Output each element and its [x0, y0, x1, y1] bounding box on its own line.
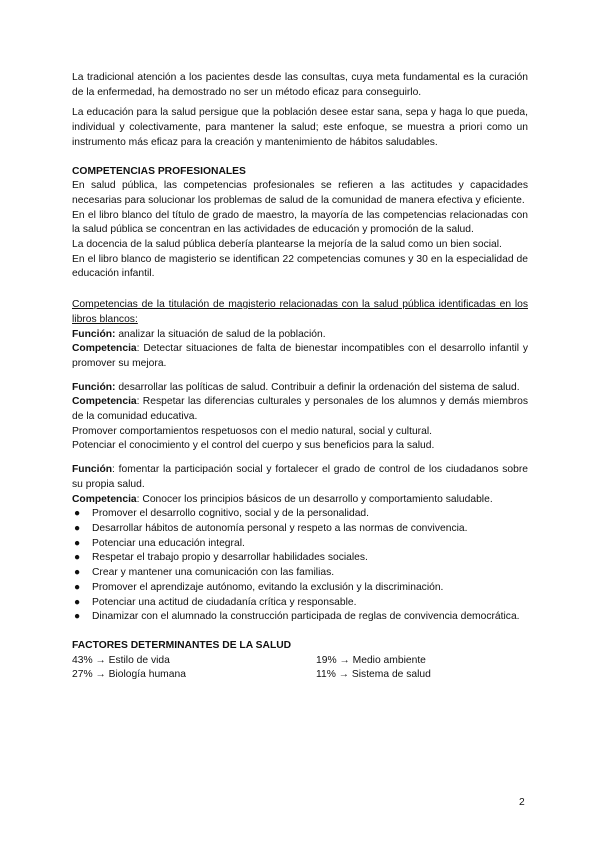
list-item	[72, 537, 528, 552]
factor-percent: 19%	[316, 654, 337, 666]
competencia-2-line-3: Potenciar el conocimiento y el control del cuerpo y sus beneficios para la salud.	[72, 440, 435, 452]
list-item-text: Potenciar una educación integral.	[92, 537, 245, 549]
factor-item	[316, 654, 528, 669]
funcion-text: : fomentar la participación social y fortalecer el grado de control de los ciudadanos sobre su propia salud.	[72, 464, 528, 490]
competencia-bullet-list	[72, 507, 528, 625]
bullet-icon: ●	[74, 537, 81, 549]
list-item	[72, 507, 528, 522]
bullet-icon: ●	[74, 596, 81, 608]
list-item-text: Dinamizar con el alumnado la construcción participada de reglas de convivencia democrática.	[92, 611, 520, 623]
factor-percent: 11%	[316, 669, 336, 681]
list-item	[72, 551, 528, 566]
competencia-2-line-2: Promover comportamientos respetuosos con el medio natural, social y cultural.	[72, 425, 432, 437]
competencia-text: : Respetar las diferencias culturales y personales de los alumnos y demás miembros de la comunidad educativa.	[72, 396, 528, 423]
funcion-1	[72, 328, 528, 343]
arrow-right-icon: →	[92, 669, 109, 681]
list-item	[72, 581, 528, 596]
bullet-icon: ●	[74, 522, 81, 534]
bullet-icon: ●	[74, 611, 81, 623]
factor-percent: 27%	[72, 669, 93, 681]
section-heading-factores: FACTORES DETERMINANTES DE LA SALUD	[72, 639, 292, 651]
factor-label: Sistema de salud	[351, 669, 431, 681]
bullet-icon: ●	[74, 567, 81, 579]
competencia-label: Competencia	[72, 343, 137, 355]
list-item-text: Respetar el trabajo propio y desarrollar habilidades sociales.	[92, 552, 368, 564]
competencias-paragraph-3: La docencia de la salud pública debería plantearse la mejoría de la salud como un bien social.	[72, 239, 502, 251]
factor-label: Medio ambiente	[352, 654, 426, 666]
competencia-2	[72, 395, 528, 424]
competencia-text: : Detectar situaciones de falta de bienestar incompatibles con el desarrollo infantil y promover su mejora.	[72, 343, 528, 369]
list-item-text: Desarrollar hábitos de autonomía personal y respeto a las normas de convivencia.	[92, 522, 468, 534]
intro-paragraph-1: La tradicional atención a los pacientes desde las consultas, cuya meta fundamental es la curación de la enfermedad, ha demostrado no ser un método eficaz para conseguirlo.	[72, 72, 528, 98]
competencias-paragraph-4: En el libro blanco de magisterio se identifican 22 competencias comunes y 30 en la especialidad de educación infantil.	[72, 253, 528, 280]
factor-item	[72, 668, 316, 683]
list-item	[72, 610, 528, 625]
bullet-icon: ●	[74, 552, 81, 564]
competencia-1	[72, 342, 528, 371]
list-item-text: Promover el desarrollo cognitivo, social y de la personalidad.	[92, 508, 370, 520]
funcion-label: Función:	[72, 381, 116, 393]
factor-label: Estilo de vida	[108, 654, 170, 666]
list-item-text: Crear y mantener una comunicación con las familias.	[92, 567, 335, 579]
competencia-text: : Conocer los principios básicos de un desarrollo y comportamiento saludable.	[136, 493, 493, 505]
bullet-icon: ●	[74, 508, 81, 520]
competencias-paragraph-1: En salud pública, las competencias profesionales se refieren a las actitudes y capacidades necesarias para solucionar los problemas de salud de la comunidad de manera efectiva y eficiente.	[72, 180, 528, 206]
funcion-2	[72, 381, 528, 396]
list-item	[72, 522, 528, 537]
factores-list	[72, 654, 528, 683]
funcion-label: Función:	[72, 328, 116, 340]
factor-item	[72, 654, 316, 669]
list-item-text: Promover el aprendizaje autónomo, evitando la exclusión y la discriminación.	[92, 581, 444, 593]
list-item-text: Potenciar una actitud de ciudadanía crítica y responsable.	[92, 596, 357, 608]
page-number: 2	[519, 797, 525, 808]
funcion-3	[72, 463, 528, 492]
arrow-right-icon: →	[336, 654, 353, 666]
list-item	[72, 596, 528, 611]
competencia-3	[72, 493, 528, 508]
list-item	[72, 566, 528, 581]
funcion-text: analizar la situación de salud de la población.	[115, 328, 326, 340]
bullet-icon: ●	[74, 581, 81, 593]
titulacion-subtitle: Competencias de la titulación de magisterio relacionadas con la salud pública identificadas en los libros blancos:	[72, 299, 528, 325]
arrow-right-icon: →	[92, 654, 109, 666]
factor-percent: 43%	[72, 654, 93, 666]
funcion-label: Función	[72, 464, 113, 476]
document-page	[72, 71, 528, 683]
competencia-label: Competencia	[72, 396, 137, 408]
intro-paragraph-2: La educación para la salud persigue que la población desee estar sana, sepa y haga lo que pueda, individual y colectivamente, para mantener la salud; este enfoque, se muestra a priori como un instrumento más eficaz para la creación y mantenimiento de hábitos saludables.	[72, 107, 528, 148]
competencia-label: Competencia	[72, 493, 137, 505]
factor-item	[316, 668, 528, 683]
funcion-text: desarrollar las políticas de salud. Contribuir a definir la ordenación del sistema de salud.	[115, 381, 520, 393]
section-heading-competencias: COMPETENCIAS PROFESIONALES	[72, 165, 246, 177]
factor-label: Biología humana	[108, 669, 186, 681]
arrow-right-icon: →	[335, 669, 352, 681]
competencias-paragraph-2: En el libro blanco del título de grado de maestro, la mayoría de las competencias relacionadas con la salud pública se concentran en las actividades de educación y promoción de la salud.	[72, 209, 528, 236]
